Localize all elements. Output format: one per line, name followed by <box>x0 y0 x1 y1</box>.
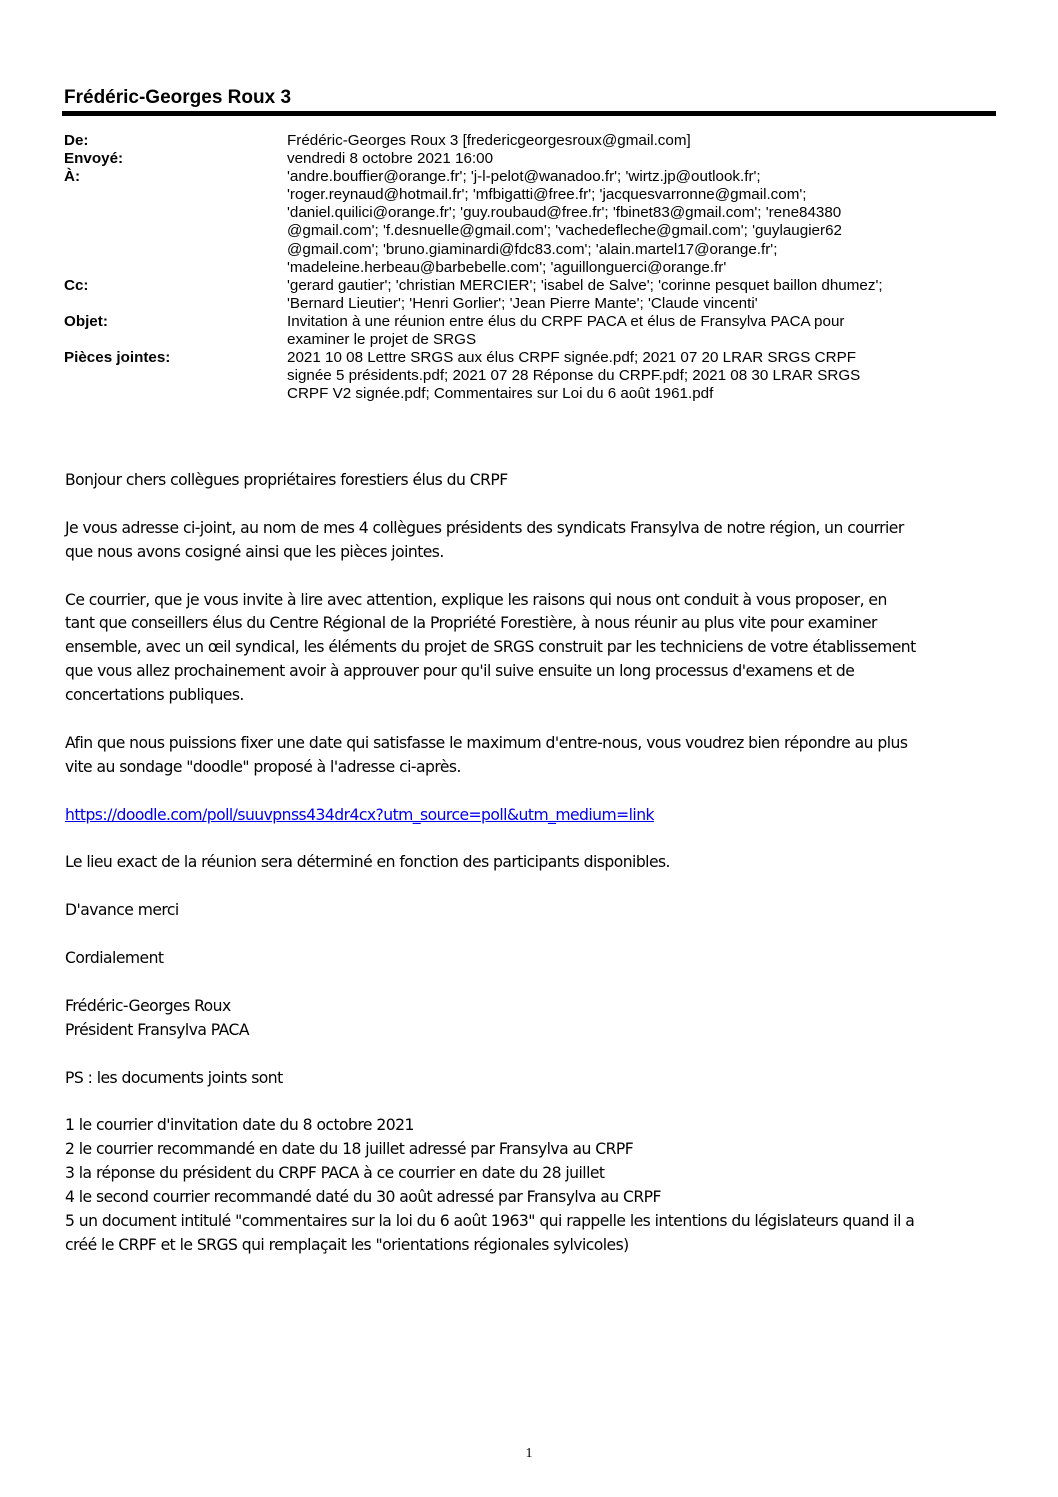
greeting <box>65 469 1000 493</box>
cc-line: 'Bernard Lieutier'; 'Henri Gorlier'; 'Jean Pierre Mante'; 'Claude vincenti' <box>287 294 758 312</box>
paragraph-line: vite au sondage "doodle" proposé à l'adresse ci-après. <box>65 757 461 776</box>
attachments-line: CRPF V2 signée.pdf; Commentaires sur Loi du 6 août 1961.pdf <box>287 385 714 403</box>
sent-value: vendredi 8 octobre 2021 16:00 <box>287 150 494 168</box>
from-value: Frédéric-Georges Roux 3 [fredericgeorgesroux@gmail.com] <box>287 132 691 149</box>
subject-label: Objet: <box>64 312 108 330</box>
list-item: 4 le second courrier recommandé daté du 30 août adressé par Fransylva au CRPF <box>65 1188 661 1207</box>
signature-title: Président Fransylva PACA <box>65 1020 249 1039</box>
paragraph-2 <box>65 589 1000 709</box>
paragraph-line: que nous avons cosigné ainsi que les pièces jointes. <box>65 542 444 561</box>
email-body <box>65 469 1000 1282</box>
list-item: 2 le courrier recommandé en date du 18 juillet adressé par Fransylva au CRPF <box>65 1140 634 1159</box>
email-header <box>64 132 999 403</box>
to-line: 'daniel.quilici@orange.fr'; 'guy.roubaud@free.fr'; 'fbinet83@gmail.com'; 'rene84380 <box>287 204 842 222</box>
title-divider <box>62 111 996 116</box>
to-line: @gmail.com'; 'bruno.giaminardi@fdc83.com'; 'alain.martel17@orange.fr'; <box>287 240 778 258</box>
sent-row <box>64 150 999 168</box>
signature <box>65 995 1000 1043</box>
signature-name: Frédéric-Georges Roux <box>65 996 231 1015</box>
paragraph-line: ensemble, avec un œil syndical, les éléments du projet de SRGS construit par les techniciens de votre établissement <box>65 638 916 657</box>
from-label: De: <box>64 132 89 149</box>
from-row <box>64 132 999 150</box>
list-item: 5 un document intitulé "commentaires sur la loi du 6 août 1963" qui rappelle les intentions du législateurs quand il a <box>65 1211 915 1230</box>
email-title: Frédéric-Georges Roux 3 <box>64 87 292 108</box>
paragraph-line: Afin que nous puissions fixer une date qui satisfasse le maximum d'entre-nous, vous voudrez bien répondre au plus <box>65 733 908 752</box>
doodle-link[interactable]: https://doodle.com/poll/suuvpnss434dr4cx?utm_source=poll&utm_medium=link <box>65 805 655 824</box>
cc-label: Cc: <box>64 276 89 294</box>
closing <box>65 947 1000 971</box>
cc-row <box>64 277 999 313</box>
attachments-value <box>287 349 999 403</box>
list-item: créé le CRPF et le SRGS qui remplaçait les "orientations régionales sylvicoles) <box>65 1235 629 1254</box>
to-value <box>287 168 999 277</box>
subject-row <box>64 313 999 349</box>
subject-line: Invitation à une réunion entre élus du CRPF PACA et élus de Fransylva PACA pour <box>287 312 845 330</box>
paragraph-1 <box>65 517 1000 565</box>
to-line: 'andre.bouffier@orange.fr'; 'j-l-pelot@wanadoo.fr'; 'wirtz.jp@outlook.fr'; <box>287 168 761 186</box>
list-item: 1 le courrier d'invitation date du 8 octobre 2021 <box>65 1116 414 1135</box>
cc-value <box>287 277 999 313</box>
page-number: 1 <box>525 1446 533 1461</box>
subject-value <box>287 313 999 349</box>
paragraph-4 <box>65 851 1000 875</box>
closing-text: Cordialement <box>65 949 164 968</box>
paragraph-line: que vous allez prochainement avoir à approuver pour qu'il suive ensuite un long processus d'examens et de <box>65 662 855 681</box>
to-label: À: <box>64 168 81 186</box>
to-row <box>64 168 999 277</box>
ps <box>65 1067 1000 1091</box>
to-line: @gmail.com'; 'f.desnuelle@gmail.com'; 'vachedefleche@gmail.com'; 'guylaugier62 <box>287 222 842 240</box>
greeting-text: Bonjour chers collègues propriétaires forestiers élus du CRPF <box>65 471 508 489</box>
thanks-text: D'avance merci <box>65 901 179 920</box>
sent-label: Envoyé: <box>64 150 124 168</box>
cc-line: 'gerard gautier'; 'christian MERCIER'; 'isabel de Salve'; 'corinne pesquet baillon dhumez'; <box>287 276 883 294</box>
thanks <box>65 899 1000 923</box>
paragraph-line: concertations publiques. <box>65 686 244 705</box>
to-line: 'madeleine.herbeau@barbebelle.com'; 'aguillonguerci@orange.fr' <box>287 258 727 276</box>
attachments-line: 2021 10 08 Lettre SRGS aux élus CRPF signée.pdf; 2021 07 20 LRAR SRGS CRPF <box>287 349 856 367</box>
doodle-link-paragraph <box>65 804 1000 828</box>
paragraph-line: Ce courrier, que je vous invite à lire avec attention, explique les raisons qui nous ont conduit à vous proposer, en <box>65 590 887 609</box>
attachments-row <box>64 349 999 403</box>
paragraph-3 <box>65 732 1000 780</box>
ps-text: PS : les documents joints sont <box>65 1068 283 1087</box>
paragraph-line: tant que conseillers élus du Centre Régional de la Propriété Forestière, à nous réunir au plus vite pour examiner <box>65 614 877 633</box>
list-item: 3 la réponse du président du CRPF PACA à ce courrier en date du 28 juillet <box>65 1164 605 1183</box>
attachments-line: signée 5 présidents.pdf; 2021 07 28 Réponse du CRPF.pdf; 2021 08 30 LRAR SRGS <box>287 367 861 385</box>
subject-line: examiner le projet de SRGS <box>287 331 477 349</box>
paragraph-line: Le lieu exact de la réunion sera déterminé en fonction des participants disponibles. <box>65 853 670 872</box>
paragraph-line: Je vous adresse ci-joint, au nom de mes 4 collègues présidents des syndicats Fransylva de notre région, un courrier <box>65 518 904 537</box>
attachments-label: Pièces jointes: <box>64 349 171 367</box>
document-list <box>65 1114 1000 1257</box>
to-line: 'roger.reynaud@hotmail.fr'; 'mfbigatti@free.fr'; 'jacquesvarronne@gmail.com'; <box>287 186 807 204</box>
